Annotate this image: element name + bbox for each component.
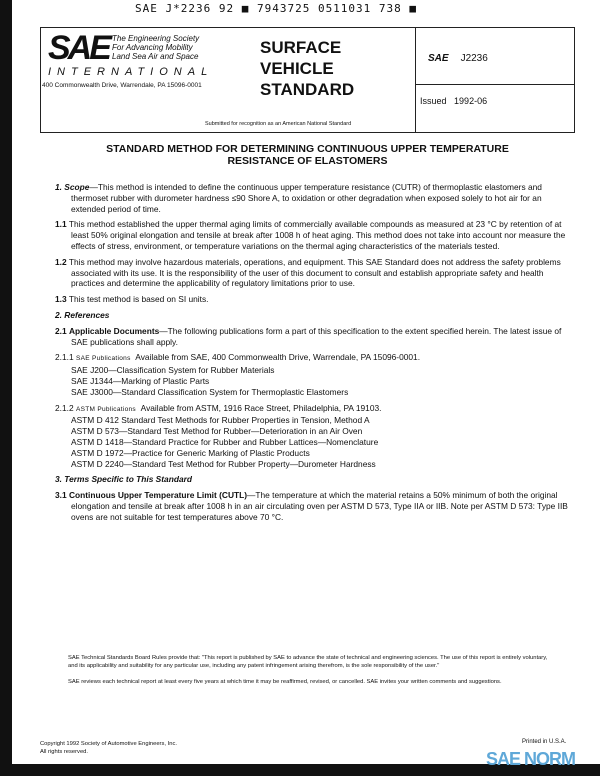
international-label: INTERNATIONAL [48, 66, 214, 78]
astm-reference-list: ASTM D 412 Standard Test Methods for Rubber Properties in Tension, Method A ASTM D 573—Standard Test Method for Rubber—Deterioration in an Air Oven ASTM D 1418—Standard Practice for Rubber and Rubber Lattices—Nomenclature ASTM D 1972—Practice for Generic Marking of Plastic Products ASTM D 2240—Standard Test Method for Rubber Property—Durometer Hardness [71, 415, 379, 469]
address: 400 Commonwealth Drive, Warrendale, PA 15096-0001 [42, 82, 202, 89]
sae-logo: SAE [48, 29, 109, 67]
divider [415, 27, 416, 133]
section-2-1: 2.1 Applicable Documents—The following publications form a part of this specification to the extent specified herein. The latest issue of SAE publications shall apply. [55, 325, 562, 347]
doc-number: SAE J2236 [428, 53, 488, 64]
submitted-note: Submitted for recognition as an American National Standard [205, 121, 352, 127]
scan-border-left [0, 0, 12, 776]
section-1-1: 1.1 This method established the upper thermal aging limits of commercially available compounds as measured at 23 °C by retention of at least 50% original elongation and tensile at break after 1008 h of heat aging. This method does not take into account nor measure the effects of stress, environment, or temperature variations on the thermal aging characteristics of the materials tested. [55, 219, 566, 251]
document-title: STANDARD METHOD FOR DETERMINING CONTINUOUS UPPER TEMPERATURE RESISTANCE OF ELASTOMERS [106, 143, 509, 167]
section-1-3: 1.3 This test method is based on SI units. [55, 294, 209, 305]
divider [415, 84, 575, 85]
footer-notes: SAE Technical Standards Board Rules provide that: "This report is published by SAE to advance the state of technical and engineering sciences. The use of this report is entirely voluntary, and its applicability and suitability for any particular use, including any patent infringement arising therefrom, is the sole responsibility of the user." SAE reviews each technical report at least every five years at which time it may be reaffirmed, revised, or cancelled. SAE invites your written comments and suggestions. [68, 655, 548, 685]
section-1-2: 1.2 This method may involve hazardous materials, operations, and equipment. This SAE Standard does not address the safety problems associated with its use. It is the responsibility of the user of this document to consult and establish appropriate safety and health practices and determine the applicability of regulatory limitations prior to use. [55, 256, 561, 289]
section-3: 3. Terms Specific to This Standard [55, 474, 192, 485]
copyright: Copyright 1992 Society of Automotive Engineers, Inc. All rights reserved. [40, 741, 177, 755]
section-1: 1. Scope—This method is intended to define the continuous upper temperature resistance (CUTR) of thermoplastic elastomers and thermoset rubber with durometer hardness ≤90 Shore A, to oxidation or other degradation when exposed solely to hot air for an extended period of time. [55, 182, 542, 214]
section-3-1: 3.1 Continuous Upper Temperature Limit (CUTL)—The temperature at which the material retains a 50% minimum of both the original elongation and tensile at break after 1008 h in an air circulating oven per ASTM D 573, Type IIA or IIB. Note per ASTM D 573: Type IIB ovens are not suitable for test temperatures above 70 °C. [55, 490, 568, 522]
section-2-1-2: 2.1.2 ASTM Publications Available from ASTM, 1916 Race Street, Philadelphia, PA 19103. [55, 402, 382, 413]
section-2-1-1: 2.1.1 SAE Publications Available from SAE, 400 Commonwealth Drive, Warrendale, PA 15096-0001. [55, 352, 421, 363]
document-body [55, 182, 575, 528]
society-tagline: The Engineering Society For Advancing Mobility Land Sea Air and Space [112, 34, 200, 61]
sae-reference-list: SAE J200—Classification System for Rubber Materials SAE J1344—Marking of Plastic Parts SAE J3000—Standard Classification System for Thermoplastic Elastomers [71, 365, 349, 397]
doc-type: SURFACE VEHICLE STANDARD [260, 38, 355, 99]
printed-in: Printed in U.S.A. [522, 739, 567, 745]
section-2: 2. References [55, 309, 110, 320]
watermark-logo: SAE NORM [486, 749, 576, 769]
issued-date: Issued 1992-06 [420, 96, 488, 106]
scan-code: SAE J*2236 92 ■ 7943725 0511031 738 ■ [135, 2, 418, 15]
